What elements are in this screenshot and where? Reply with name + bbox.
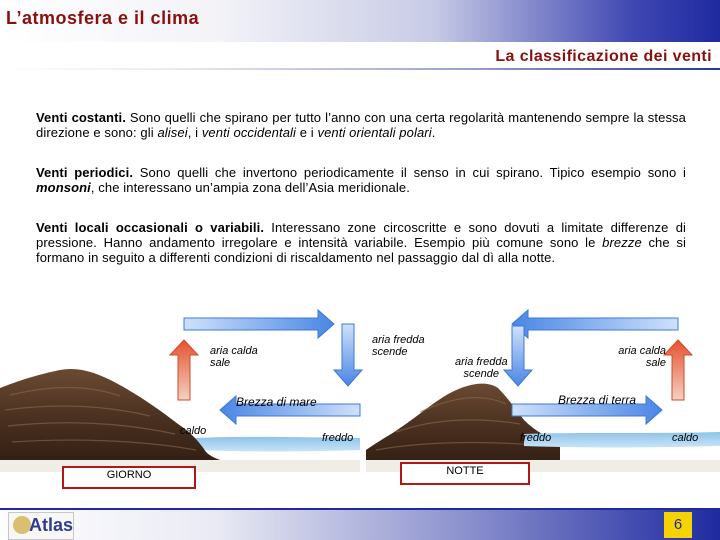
paragraph-text: , che interessano un’ampia zona dell’Asia meridionale. (90, 180, 410, 195)
night-label-breeze: Brezza di terra (558, 393, 637, 407)
paragraph-lead: Venti costanti. (36, 110, 126, 125)
night-label-warm: caldo (672, 432, 699, 444)
paragraph-lead: Venti periodici. (36, 165, 134, 180)
footer-divider (0, 508, 720, 510)
paragraph-term: alisei (157, 125, 188, 140)
day-label-cold-sinks: aria fredda scende (372, 334, 425, 358)
night-label-warm-rises: aria calda sale (618, 345, 666, 369)
section-subtitle: La classificazione dei venti (495, 48, 712, 65)
day-label-warm: caldo (180, 425, 207, 437)
paragraph-venti-costanti (36, 110, 686, 140)
night-label-cold: freddo (520, 432, 552, 444)
paragraph-venti-periodici (36, 165, 686, 195)
paragraph-text: Interessano zone circoscritte e sono dovuti a limitate differenze di pressione. Hanno andamento irregolare e intensità variabile. Esempio più comune sono le (36, 220, 687, 250)
night-arrow-warm-up (664, 340, 692, 400)
night-mountain (366, 384, 560, 468)
paragraph-text: Sono quelli che invertono periodicamente il senso in cui spirano. Tipico esempio sono i (133, 165, 686, 180)
day-label-cold: freddo (322, 432, 354, 444)
night-label-cold-sinks: aria fredda scende (455, 356, 508, 380)
paragraph-term: monsoni (36, 180, 91, 195)
paragraph-term: brezze (602, 235, 642, 250)
logo-text: Atlas (29, 515, 74, 535)
paragraph-venti-locali (36, 220, 686, 265)
paragraph-text: Sono quelli che spirano per tutto l’anno con una certa regolarità mantenendo sempre la stessa direzione e sono: gli (36, 110, 686, 140)
paragraph-text: . (431, 125, 436, 140)
paragraph-term: venti occidentali (201, 125, 297, 140)
day-label-warm-rises: aria calda sale (210, 345, 258, 369)
day-period-label: GIORNO (62, 466, 196, 489)
footer-band (0, 508, 720, 540)
paragraph-term: venti orientali polari (317, 125, 432, 140)
subtitle-divider (0, 68, 720, 70)
day-label-breeze: Brezza di mare (236, 395, 317, 409)
day-arrow-top (184, 310, 334, 338)
paragraph-lead: Venti locali occasionali o variabili. (36, 220, 265, 235)
night-period-label: NOTTE (400, 462, 530, 485)
atlas-logo (8, 512, 74, 540)
day-diagram (0, 310, 362, 472)
day-arrow-warm-up (170, 340, 198, 400)
paragraph-text: , i (187, 125, 202, 140)
paragraph-text: che si formano in seguito a differenti condizioni di riscaldamento nel passaggio dal dì alla notte. (36, 235, 686, 265)
page-title: L’atmosfera e il clima (6, 8, 200, 28)
paragraph-text: e i (296, 125, 318, 140)
day-arrow-cold-down (334, 324, 362, 386)
page-number: 6 (664, 512, 692, 538)
night-arrow-top (512, 310, 678, 338)
